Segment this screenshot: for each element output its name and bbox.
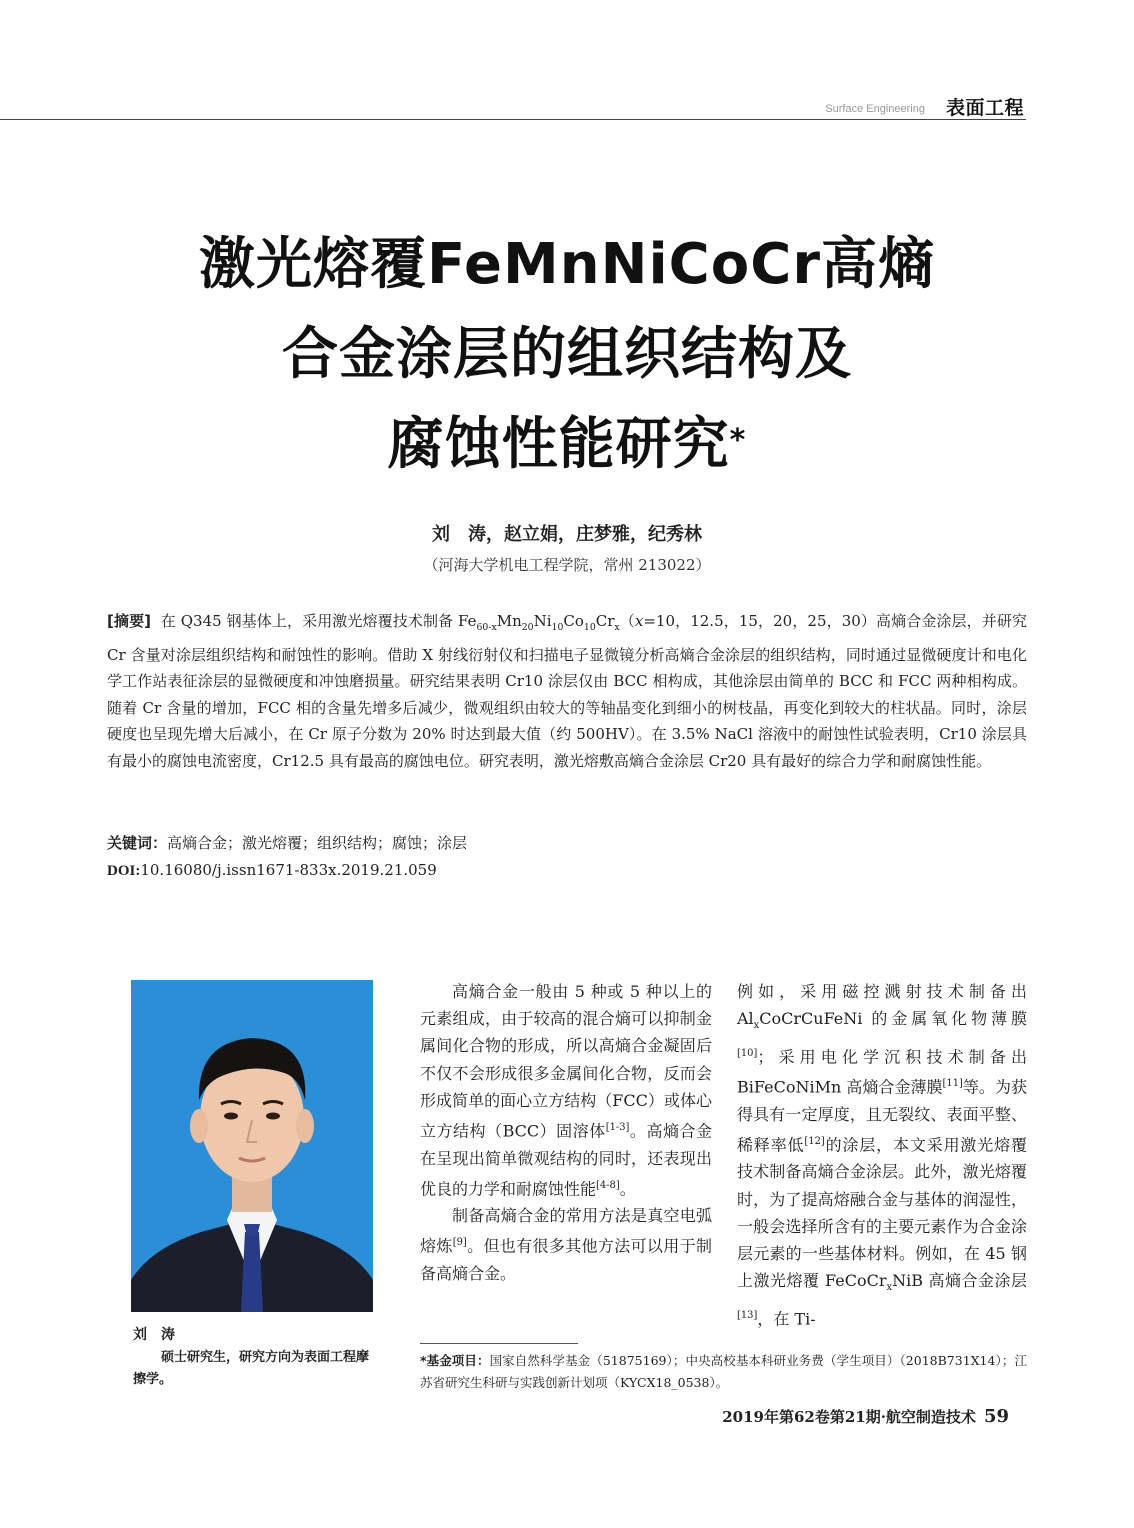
author-bio-desc: 硕士研究生，研究方向为表面工程摩擦学。 [133,1350,370,1387]
footnote-rule [420,1343,578,1344]
header-rule [0,119,1026,120]
author-list: 刘 涛，赵立娟，庄梦雅，纪秀林 [432,524,702,545]
body-paragraph-2 [420,1202,712,1287]
body-text: 等。为获得具有一定厚度，且无裂纹、表面平整、稀释率低 [737,1077,1027,1155]
body-text: CoCrCuFeNi 的金属氧化物薄膜 [759,1009,1027,1029]
body-text: ，在 Ti- [757,1308,816,1328]
body-column-1 [420,978,712,1287]
citation: [11] [942,1078,963,1090]
citation: [4-8] [596,1179,620,1191]
doi-label: DOI: [107,863,141,879]
abstract-text: Co [563,612,584,630]
page-footer [722,1406,1009,1427]
journal-name-zh: 表面工程 [945,97,1024,119]
subscript: 20 [521,622,534,633]
journal-name-en: Surface Engineering [825,103,925,115]
title-footnote-mark: * [729,423,747,458]
abstract-text: Cr [595,612,615,630]
body-text: 。高熵合金在呈现出简单微观结构的同时，还表现出优良的力学和耐腐蚀性能 [420,1121,712,1199]
abstract [107,608,1027,775]
footnote-label: *基金项目： [420,1353,490,1368]
doi [107,861,437,880]
subscript: 10 [583,622,596,633]
funding-footnote [420,1350,1027,1394]
page-number: 59 [983,1406,1009,1427]
body-text: 高熵合金一般由 5 种或 5 种以上的元素组成，由于较高的混合熵可以抑制金属间化合物的形成，所以高熵合金凝固后不仅不会形成很多金属间化合物，反而会形成简单的面心立方结构（FCC）或体心立方结构（BCC）固溶体 [420,982,712,1141]
body-column-2 [737,978,1027,1332]
issue-info: 2019年第62卷第21期·航空制造技术 [722,1408,976,1426]
body-text: 的涂层，本文采用激光熔覆技术制备高熵合金涂层。此外，激光熔覆时，为了提高熔融合金与基体的润湿性，一般会选择所含有的主要元素作为合金涂层元素的一些基体材料。例如，在 45 钢上激光熔覆 FeCoCr [737,1135,1027,1291]
body-paragraph-1 [420,978,712,1202]
keywords [107,832,467,853]
affiliation: （河海大学机电工程学院，常州 213022） [423,556,711,574]
abstract-text: Mn [496,612,522,630]
citation: [9] [452,1237,467,1249]
title-line-1: 激光熔覆FeMnNiCoCr高熵 [199,232,935,297]
citation: [10] [737,1047,758,1059]
body-text: 。但也有很多其他方法可以用于制备高熵合金。 [420,1236,712,1284]
keywords-text: 高熵合金；激光熔覆；组织结构；腐蚀；涂层 [167,834,468,852]
citation: [1-3] [605,1122,630,1134]
body-paragraph-2-cont: 例如，采用磁控溅射技术制备出 $Al_xCoCrCuFeNi$ 的金属氧化物薄膜[10]；采用电化学沉积技术制备出 BiFeCoNiMn 高熵合金薄膜[11]等。为获得具有一定厚度，且无裂纹、表面平整、稀释率低[12]的涂层，本文采用激光熔覆技术制备高熵合金涂层。此外，激光熔覆时，为了提高熔融合金与基体的润湿性，一般会选择所含有的主要元素作为合金涂层元素的一些基体材料。例如，在 45 钢上激光熔覆 FeCoCr$_x$NiB 高熵合金涂层[13]，在 Ti- [737,982,1027,1328]
subscript: 60-x [476,622,497,633]
author-portrait-illustration [131,980,373,1312]
abstract-text: Ni [533,612,552,630]
title-line-3 [0,400,1134,490]
body-text: NiB 高熵合金涂层 [892,1271,1027,1291]
abstract-label: [摘要] [107,612,152,630]
subscript: x [614,622,620,633]
title-line-3-text: 腐蚀性能研究 [387,412,730,477]
doi-value: 10.16080/j.issn1671-833x.2019.21.059 [140,861,437,879]
keywords-label: 关键词： [107,834,168,852]
body-text: ；采用电化学沉积技术制备出 BiFeCoNiMn 高熵合金薄膜 [737,1046,1027,1097]
abstract-text: =10，12.5，15，20，25，30）高熵合金涂层，并研究 Cr 含量对涂层组织结构和耐蚀性的影响。借助 X 射线衍射仪和扫描电子显微镜分析高熵合金涂层的组织结构，同时通过显微硬度计和电化学工作站表征涂层的显微硬度和冲蚀磨损量。研究结果表明 Cr10 涂层仅由 BCC 相构成，其他涂层由简单的 BCC 和 FCC 两种相构成。随着 Cr 含量的增加，FCC 相的含量先增多后减少，微观组织由较大的等轴晶变化到细小的树枝晶，再变化到较大的柱状晶。同时，涂层硬度也呈现先增大后减小，在 Cr 原子分数为 20% 时达到最大值（约 500HV）。在 3.5% NaCl 溶液中的耐蚀性试验表明，Cr10 涂层具有最小的腐蚀电流密度，Cr12.5 具有最高的腐蚀电位。研究表明，激光熔敷高熵合金涂层 Cr20 具有最好的综合力学和耐腐蚀性能。 [107,612,1027,770]
author-bio-name: 刘 涛 [133,1327,175,1343]
body-text: 。 [619,1179,636,1199]
variable-x: x [634,612,644,630]
footnote-text: 国家自然科学基金（51875169）；中央高校基本科研业务费（学生项目）（2018B731X14）；江苏省研究生科研与实践创新计划项（KYCX18_0538）。 [420,1353,1027,1390]
author-photo [131,980,373,1312]
subscript: x [753,1020,760,1032]
citation: [12] [804,1135,825,1147]
subscript: 10 [551,622,564,633]
body-text: 制备高熵合金的常用方法是真空电弧熔炼 [420,1206,712,1256]
abstract-text: 在 Q345 钢基体上，采用激光熔覆技术制备 Fe [160,612,477,630]
abstract-text: （ [619,612,635,630]
citation: [13] [737,1309,758,1321]
subscript: x [886,1282,893,1294]
title-line-2: 合金涂层的组织结构及 [282,322,852,387]
